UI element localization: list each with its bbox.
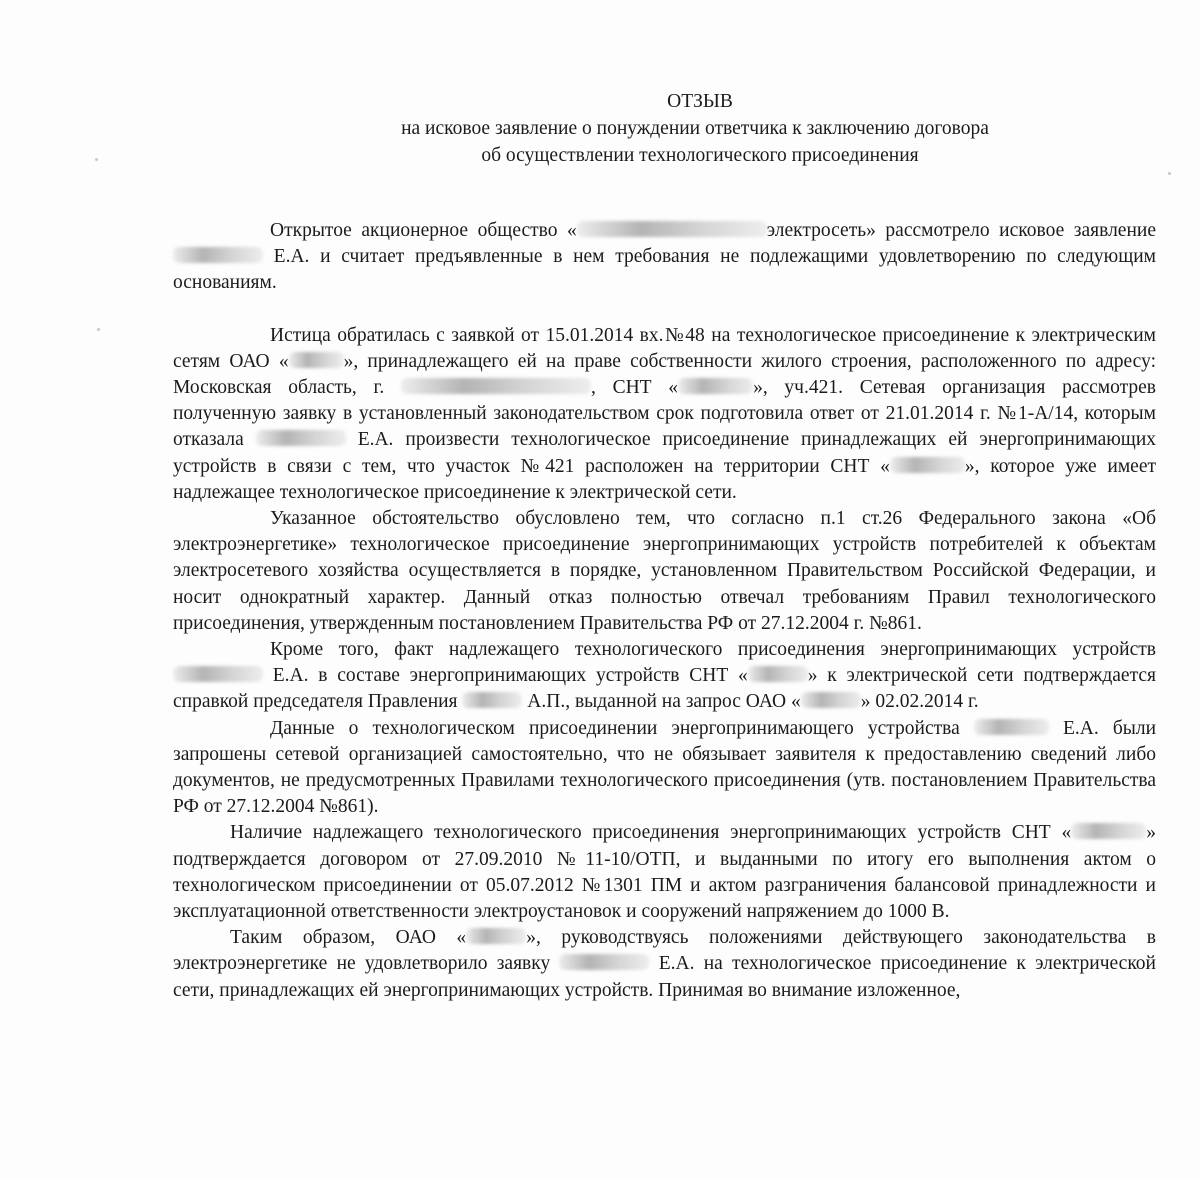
redacted-surname	[462, 692, 522, 708]
redacted-company-name	[289, 352, 344, 368]
paragraph-5: Данные о технологическом присоединении энергопринимающего устройства Е.А. были запрошены сетевой организацией самостоятельно, что не обязывает заявителя к предоставлению сведений либо документов, не предусмотренных Правилами технологического присоединения (утв. постановлением Правительства РФ от 27.12.2004 №861).	[173, 717, 1157, 818]
redacted-surname	[173, 247, 263, 263]
redacted-company-name	[466, 928, 526, 944]
document-body	[173, 218, 1156, 1004]
document-title: ОТЗЫВ	[667, 91, 733, 112]
paragraph-2: Истица обратилась с заявкой от 15.01.2014 вх.№48 на технологическое присоединение к электрическим сетям ОАО « », принадлежащего ей на праве собственности жилого строения, расположенного по адресу: Московская область, г. , СНТ « », уч.421. Сетевая организация рассмотрев полученную заявку в установленный законодательством срок подготовила ответ от 21.01.2014 г. №1-А/14, которым отказала Е.А. произвести технологическое присоединение принадлежащих ей энергопринимающих устройств в связи с тем, что участок №421 расположен на территории СНТ « », которое уже имеет надлежащее технологическое присоединение к электрической сети.	[173, 324, 1157, 503]
redacted-snt-name	[890, 457, 965, 473]
paragraph-1: Открытое акционерное общество « электросеть» рассмотрело исковое заявление Е.А. и считает предъявленные в нем требования не подлежащими удовлетворению по следующим основаниям.	[173, 220, 1156, 294]
redacted-surname	[173, 666, 263, 682]
scan-speck	[1168, 172, 1171, 175]
redacted-snt-name	[748, 666, 808, 682]
redacted-surname	[974, 719, 1049, 735]
paragraph-6: Наличие надлежащего технологического присоединения энергопринимающих устройств СНТ « » подтверждается договором от 27.09.2010 №11-10/ОТП, и выданными по итогу его выполнения актом о технологическом присоединении от 05.07.2012 №1301 ПМ и актом разграничения балансовой принадлежности и эксплуатационной ответственности электроустановок и сооружений напряжением до 1000 В.	[173, 822, 1156, 923]
document-subtitle-line2: об осуществлении технологического присоединения	[481, 145, 919, 166]
redacted-city-name	[401, 378, 591, 394]
redacted-company-name	[801, 692, 861, 708]
redacted-company-name	[577, 221, 767, 237]
paragraph-3: Указанное обстоятельство обусловлено тем, что согласно п.1 ст.26 Федерального закона «Об электроэнергетике» технологическое присоединение энергопринимающих устройств потребителей к объектам электросетевого хозяйства осуществляется в порядке, установленном Правительством Российской Федерации, и носит однократный характер. Данный отказ полностью отвечал требованиям Правил технологического присоединения, утвержденным постановлением Правительства РФ от 27.12.2004 г. №861.	[173, 508, 1156, 634]
redacted-surname	[559, 954, 649, 970]
redacted-surname	[256, 430, 346, 446]
document-heading	[0, 88, 1200, 169]
redacted-snt-name	[1071, 823, 1146, 839]
paragraph-4: Кроме того, факт надлежащего технологического присоединения энергопринимающих устройств Е.А. в составе энергопринимающих устройств СНТ « » к электрической сети подтверждается справкой председателя Правления А.П., выданной на запрос ОАО « » 02.02.2014 г.	[173, 639, 1156, 713]
document-subtitle-line1: на исковое заявление о понуждении ответчика к заключению договора	[401, 118, 989, 139]
scan-speck	[97, 328, 100, 331]
paragraph-7: Таким образом, ОАО « », руководствуясь положениями действующего законодательства в электроэнергетике не удовлетворило заявку Е.А. на технологическое присоединение к электрической сети, принадлежащих ей энергопринимающих устройств. Принимая во внимание изложенное,	[173, 927, 1156, 1001]
redacted-snt-name	[678, 378, 753, 394]
